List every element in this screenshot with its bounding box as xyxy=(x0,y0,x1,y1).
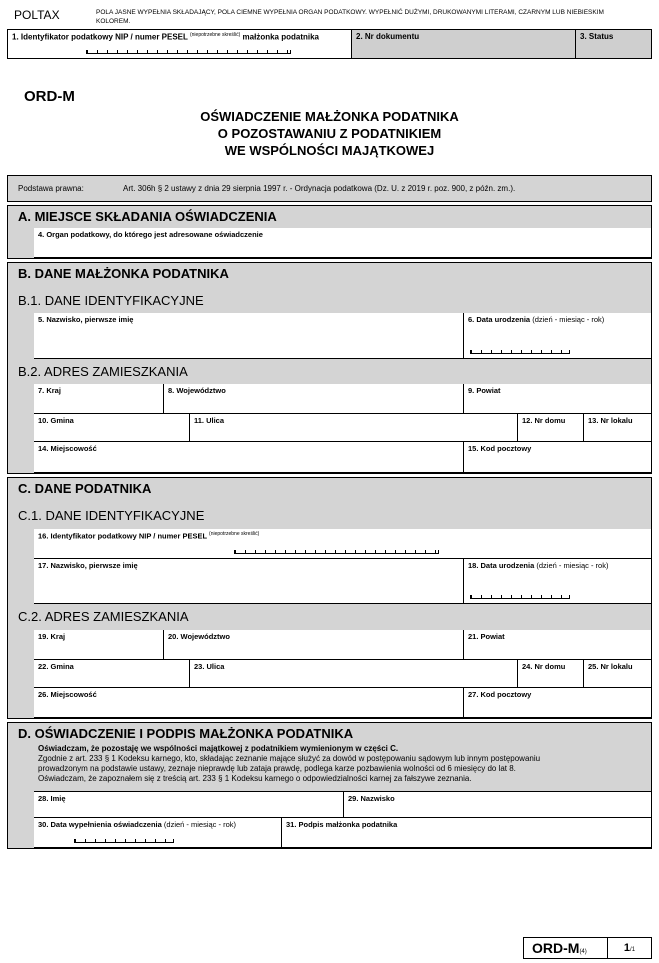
field-15-label: 15. Kod pocztowy xyxy=(468,444,532,453)
section-a xyxy=(7,205,652,259)
field-4-label: 4. Organ podatkowy, do którego jest adresowane oświadczenie xyxy=(38,230,263,239)
declaration-line-1: Zgodnie z art. 233 § 1 Kodeksu karnego, kto, składając zeznanie mające służyć za dowód w postępowaniu sądowym lub innym postępowaniu xyxy=(38,754,541,763)
field-3-status xyxy=(576,30,651,58)
field-31-signature[interactable] xyxy=(282,818,652,848)
field-28-label: 28. Imię xyxy=(38,794,66,803)
field-1-note: (niepotrzebne skreślić) xyxy=(189,32,241,38)
fill-instructions: POLA JASNE WYPEŁNIA SKŁADAJĄCY, POLA CIEMNE WYPEŁNIA ORGAN PODATKOWY. WYPEŁNIĆ DUŻYMI, DRUKOWANYMI LITERAMI, CZARNYM LUB NIEBIESKIM KOLOREM. xyxy=(96,9,604,25)
field-29-label: 29. Nazwisko xyxy=(348,794,395,803)
title-line-2: O POZOSTAWANIU Z PODATNIKIEM xyxy=(217,126,442,141)
section-d xyxy=(7,722,652,849)
field-12-house-number[interactable] xyxy=(518,414,584,442)
field-14-label: 14. Miejscowość xyxy=(38,444,97,453)
section-a-title: A. MIEJSCE SKŁADANIA OŚWIADCZENIA xyxy=(18,209,277,224)
field-20-voivodeship[interactable] xyxy=(164,630,464,660)
field-1-suffix: małżonka podatnika xyxy=(242,32,319,42)
field-29-last-name[interactable] xyxy=(344,791,652,818)
field-18-taxpayer-birthdate[interactable] xyxy=(464,559,652,604)
footer-code-text: ORD-M xyxy=(532,940,580,956)
field-10-commune[interactable] xyxy=(34,414,190,442)
field-26-city[interactable] xyxy=(34,688,464,718)
field-30-label: 30. Data wypełnienia oświadczenia xyxy=(38,820,162,829)
section-b2-title: B.2. ADRES ZAMIESZKANIA xyxy=(18,364,188,379)
section-d-title: D. OŚWIADCZENIE I PODPIS MAŁŻONKA PODATNIKA xyxy=(18,726,354,741)
legal-basis xyxy=(7,175,652,202)
field-30-fill-date[interactable] xyxy=(34,818,282,848)
field-30-hint: (dzień - miesiąc - rok) xyxy=(163,820,237,829)
footer-form-code xyxy=(524,938,608,958)
field-21-county[interactable] xyxy=(464,630,652,660)
field-6-boxes xyxy=(470,350,570,354)
form-code: ORD-M xyxy=(24,88,75,105)
field-24-house-number[interactable] xyxy=(518,660,584,688)
field-10-label: 10. Gmina xyxy=(38,416,74,425)
field-22-commune[interactable] xyxy=(34,660,190,688)
footer-page-total: /1 xyxy=(630,947,636,953)
field-7-country[interactable] xyxy=(34,384,164,414)
field-16-note: (niepotrzebne skreślić) xyxy=(209,531,260,537)
legal-basis-text: Art. 306h § 2 ustawy z dnia 29 sierpnia 1997 r. - Ordynacja podatkowa (Dz. U. z 2019 r. poz. 900, z późn. zm.). xyxy=(123,184,516,193)
section-b-title: B. DANE MAŁŻONKA PODATNIKA xyxy=(18,266,229,281)
legal-basis-label: Podstawa prawna: xyxy=(18,184,84,193)
field-24-label: 24. Nr domu xyxy=(522,662,566,671)
field-7-label: 7. Kraj xyxy=(38,386,61,395)
field-25-apartment-number[interactable] xyxy=(584,660,652,688)
footer-page: 1 xyxy=(623,942,631,954)
field-11-street[interactable] xyxy=(190,414,518,442)
declaration-statement: Oświadczam, że pozostaję we wspólności majątkowej z podatnikiem wymienionym w części C. xyxy=(38,744,399,753)
section-c-title: C. DANE PODATNIKA xyxy=(18,481,152,496)
field-21-label: 21. Powiat xyxy=(468,632,505,641)
top-identification-bar xyxy=(7,29,652,59)
declaration-line-3: Oświadczam, że zapoznałem się z treścią art. 233 § 1 Kodeksu karnego o odpowiedzialności karnej za fałszywe zeznania. xyxy=(38,774,472,783)
field-6-label: 6. Data urodzenia xyxy=(468,315,531,324)
field-23-label: 23. Ulica xyxy=(194,662,225,671)
field-16-taxpayer-nip[interactable] xyxy=(34,529,652,559)
field-1-nip[interactable] xyxy=(8,30,352,58)
field-16-label: 16. Identyfikator podatkowy NIP / numer PESEL xyxy=(38,531,207,541)
form-title xyxy=(0,108,659,159)
section-c2-title: C.2. ADRES ZAMIESZKANIA xyxy=(18,609,189,624)
field-17-taxpayer-name[interactable] xyxy=(34,559,464,604)
field-25-label: 25. Nr lokalu xyxy=(588,662,633,671)
section-b1-title: B.1. DANE IDENTYFIKACYJNE xyxy=(18,293,204,308)
field-2-doc-number xyxy=(352,30,576,58)
footer-page-number xyxy=(608,938,651,958)
field-18-label: 18. Data urodzenia xyxy=(468,561,535,570)
field-30-boxes xyxy=(74,839,174,843)
field-4-tax-office[interactable] xyxy=(34,228,652,258)
field-13-label: 13. Nr lokalu xyxy=(588,416,633,425)
field-13-apartment-number[interactable] xyxy=(584,414,652,442)
field-1-boxes xyxy=(86,50,291,54)
field-23-street[interactable] xyxy=(190,660,518,688)
field-9-county[interactable] xyxy=(464,384,652,414)
field-16-boxes xyxy=(234,550,439,554)
field-18-hint: (dzień - miesiąc - rok) xyxy=(536,561,609,570)
field-11-label: 11. Ulica xyxy=(194,416,225,425)
field-5-label: 5. Nazwisko, pierwsze imię xyxy=(38,315,134,324)
field-8-voivodeship[interactable] xyxy=(164,384,464,414)
field-6-birthdate[interactable] xyxy=(464,313,652,359)
field-22-label: 22. Gmina xyxy=(38,662,74,671)
field-5-name[interactable] xyxy=(34,313,464,359)
field-19-country[interactable] xyxy=(34,630,164,660)
field-2-label: 2. Nr dokumentu xyxy=(356,32,420,41)
title-line-3: WE WSPÓLNOŚCI MAJĄTKOWEJ xyxy=(224,143,435,158)
field-26-label: 26. Miejscowość xyxy=(38,690,97,699)
field-15-postal-code[interactable] xyxy=(464,442,652,473)
form-footer xyxy=(523,937,652,959)
field-9-label: 9. Powiat xyxy=(468,386,501,395)
field-17-label: 17. Nazwisko, pierwsze imię xyxy=(38,561,138,570)
brand-label: POLTAX xyxy=(14,8,60,22)
title-line-1: OŚWIADCZENIE MAŁŻONKA PODATNIKA xyxy=(200,109,459,124)
field-27-postal-code[interactable] xyxy=(464,688,652,718)
field-8-label: 8. Województwo xyxy=(168,386,226,395)
section-b xyxy=(7,262,652,474)
field-12-label: 12. Nr domu xyxy=(522,416,566,425)
declaration-text xyxy=(34,744,652,784)
section-c1-title: C.1. DANE IDENTYFIKACYJNE xyxy=(18,508,205,523)
field-31-label: 31. Podpis małżonka podatnika xyxy=(286,820,398,829)
field-19-label: 19. Kraj xyxy=(38,632,66,641)
field-6-hint: (dzień - miesiąc - rok) xyxy=(532,315,605,324)
field-20-label: 20. Województwo xyxy=(168,632,230,641)
field-18-boxes xyxy=(470,595,570,599)
field-28-first-name[interactable] xyxy=(34,791,344,818)
field-14-city[interactable] xyxy=(34,442,464,473)
field-1-label: 1. Identyfikator podatkowy NIP / numer PESEL xyxy=(12,32,188,42)
declaration-line-2: prowadzonym na podstawie ustawy, zeznaje nieprawdę lub zataja prawdę, podlega karze pozbawienia wolności od 6 miesięcy do lat 8. xyxy=(38,764,516,773)
field-3-label: 3. Status xyxy=(580,32,614,41)
footer-version: (4) xyxy=(579,949,587,955)
field-27-label: 27. Kod pocztowy xyxy=(468,690,532,699)
section-c xyxy=(7,477,652,719)
